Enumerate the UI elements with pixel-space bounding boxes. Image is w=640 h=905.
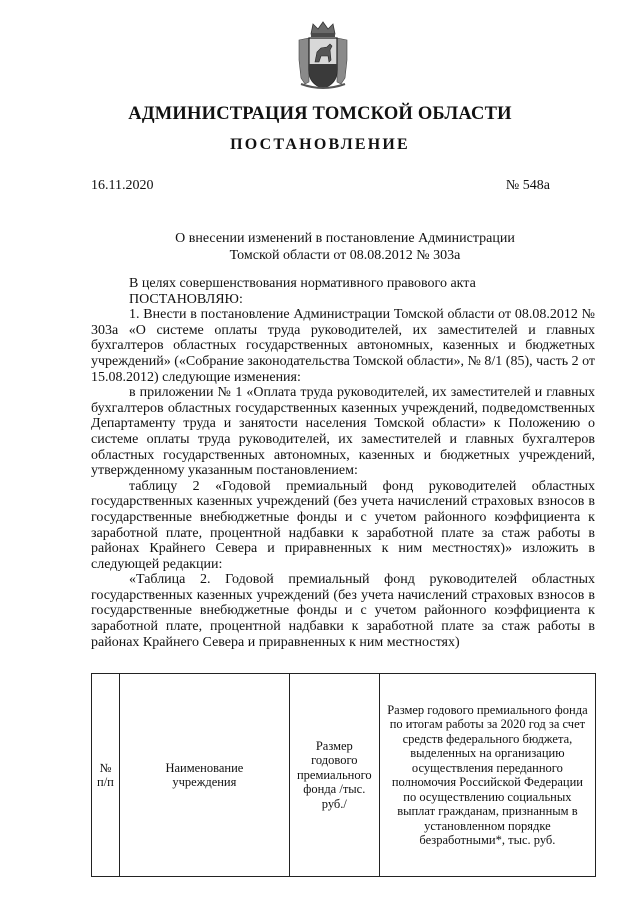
decree-word: ПОСТАНОВЛЯЮ: [129,291,243,307]
paragraph-4: «Таблица 2. Годовой премиальный фонд руководителей областных государственных казенных учреждений (без учета начислений страховых взносов в государственные внебюджетные фонды и с учетом районного коэффициента к заработной плате, процентной надбавки к заработной плате за стаж работы в районах Крайнего Севера и приравненных к ним местностях) [91,572,595,650]
header-number-line-2: п/п [97,775,114,789]
organization-name: АДМИНИСТРАЦИЯ ТОМСКОЙ ОБЛАСТИ [128,104,512,124]
paragraph-2: в приложении № 1 «Оплата труда руководителей, их заместителей и главных бухгалтеров областных государственных казенных учреждений, подведомственных Департаменту труда и занятости населения Томской области» к Положению о системе оплаты труда руководителей, их заместителей и главных бухгалтеров областных государственных автономных, казенных и бюджетных учреждений, утвержденному указанным постановлением: [91,385,595,479]
document-date: 16.11.2020 [91,178,154,193]
header-federal-fund-text: Размер годового премиального фонда по итогам работы за 2020 год за счет средств федерального бюджета, выделенных на организацию осуществления переданного полномочия Российской Федерации по осуществлению социальных выплат гражданам, признанным в установленном порядке безработными*, тыс. руб. [387,702,588,847]
header-institution-name [119,674,289,877]
header-federal-fund [379,674,595,877]
header-number-line-1: № [99,760,112,775]
table-header-row [92,674,596,877]
document-number: № 548а [505,178,550,193]
document-body [91,276,595,650]
paragraph-3: таблицу 2 «Годовой премиальный фонд руководителей областных государственных казенных учреждений (без учета начислений страховых взносов в государственные внебюджетные фонды и с учетом районного коэффициента к заработной плате, процентной надбавки к заработной плате за стаж работы в районах Крайнего Севера и приравненных к ним местностях)» изложить в следующей редакции: [91,478,595,572]
coat-of-arms-icon [295,20,351,92]
item-1: 1. Внести в постановление Администрации Томской области от 08.08.2012 № 303а «О системе оплаты труда руководителей, их заместителей и главных бухгалтеров областных государственных автономных, казенных и бюджетных учреждений» («Собрание законодательства Томской области», № 8/1 (85), часть 2 от 15.08.2012) следующие изменения: [91,307,596,385]
document-subject [0,230,640,264]
header-institution-name-text: Наименование учреждения [165,760,244,789]
premium-fund-table [91,673,596,877]
subject-line-1: О внесении изменений в постановление Администрации [175,231,515,246]
subject-line-2: Томской области от 08.08.2012 № 303а [229,248,461,263]
header-fund-size [289,674,379,877]
header-fund-size-text: Размер годового премиального фонда /тыс. руб./ [296,738,372,811]
preamble: В целях совершенствования нормативного правового акта [129,276,476,291]
header-number [92,674,120,877]
document-type: ПОСТАНОВЛЕНИЕ [230,136,410,153]
